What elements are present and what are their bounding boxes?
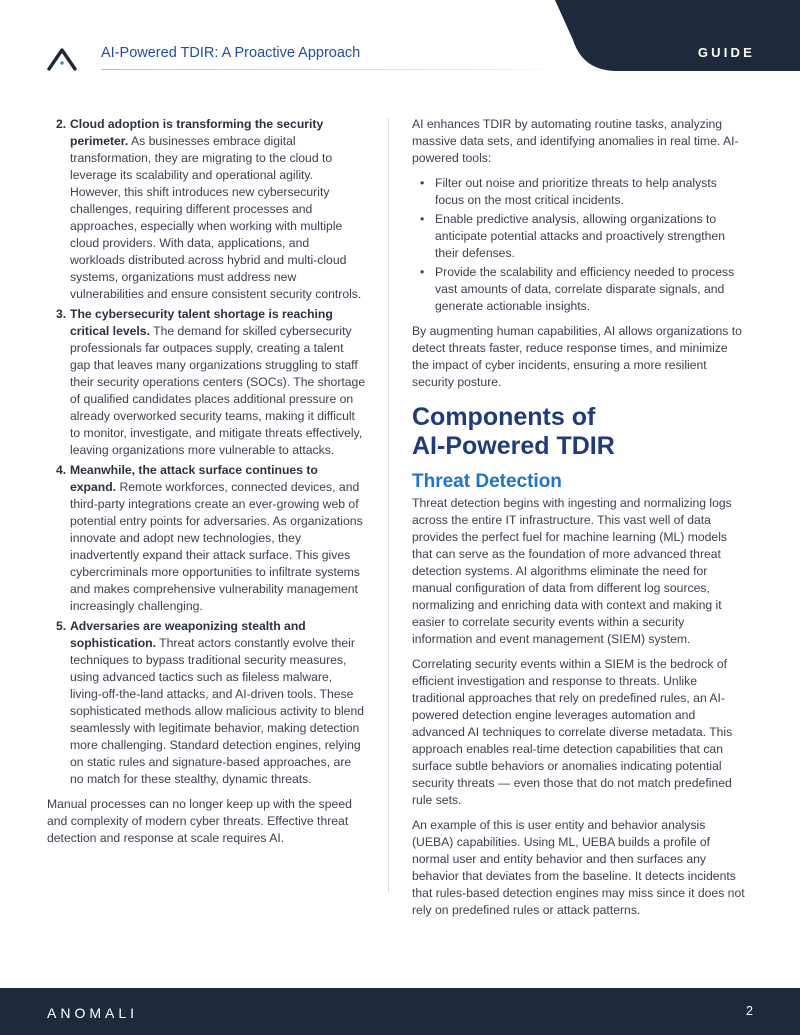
list-item [47,618,367,788]
list-item-text: Remote workforces, connected devices, and third-party integrations create an ever-growing web of potential entry points for adversaries. As organizations innovate and adopt new technologies, they inadvertently expand their attack surface. This gives cybercriminals more opportunities to infiltrate systems and makes comprehensive vulnerability management increasingly challenging. [70,480,363,613]
bullet-item: • Provide the scalability and efficiency needed to process vast amounts of data, correlate disparate signals, and generate actionable insights. [412,264,747,315]
footer-brand-logo: ANOMALI [47,1005,139,1021]
list-item [47,306,367,459]
guide-badge-shape [555,0,800,71]
intro-paragraph: AI enhances TDIR by automating routine tasks, analyzing massive data sets, and identifying anomalies in real time. AI-powered tools: [412,117,739,165]
list-item-lead: Cloud adoption is transforming the security perimeter. [70,117,324,148]
list-item-text: Threat actors constantly evolve their techniques to bypass traditional security measures, using advanced tactics such as fileless malware, living-off-the-land attacks, and AI-driven tools. These sophisticated methods allow malicious activity to blend seamlessly with legitimate behavior, making detection more challenging. Standard detection engines, relying on static rules and signature-based approaches, are no match for these stealthy, dynamic threats. [70,636,364,786]
section-heading-line2: AI-Powered TDIR [412,432,615,460]
closing-paragraph: Manual processes can no longer keep up with the speed and complexity of modern cyber threats. Effective threat detection and response at scale requires AI. [47,797,352,845]
section-heading [412,403,747,461]
column-divider [388,118,389,893]
list-item [47,116,367,303]
bullet-item: • Filter out noise and prioritize threats to help analysts focus on the most critical incidents. [412,175,747,209]
list-item-text: As businesses embrace digital transformation, they are migrating to the cloud to leverage its scalability and operational agility. However, this shift introduces new cybersecurity challenges, requiring different processes and approaches, especially when working with multiple cloud providers. With data, applications, and workloads distributed across hybrid and multi-cloud systems, organizations must address new vulnerabilities and ensure consistent security controls. [70,134,362,301]
left-column [47,116,367,847]
page-number: 2 [746,1004,753,1018]
list-number: 5. [56,619,67,633]
list-number: 4. [56,463,67,477]
right-column [412,116,747,919]
footer-bar [0,988,800,1035]
numbered-list [47,116,367,788]
detection-paragraph-3: An example of this is user entity and behavior analysis (UEBA) capabilities. Using ML, UEBA builds a profile of normal user and entity behavior and then surfaces any behavior that deviates from the baseline. It detects incidents that rules-based detection engines may miss since it does not rely on predefined rules or attack patterns. [412,818,745,917]
list-item [47,462,367,615]
section-heading-line1: Components of [412,403,596,431]
augment-paragraph: By augmenting human capabilities, AI allows organizations to detect threats faster, reduce response times, and minimize the impact of cyber incidents, ensuring a more resilient security posture. [412,324,742,389]
anomali-logo-icon [47,48,77,71]
detection-paragraph-1: Threat detection begins with ingesting and normalizing logs across the entire IT infrastructure. This vast well of data provides the perfect fuel for machine learning (ML) models that can serve as the foundation of more advanced threat detection systems. AI algorithms eliminate the need for manual configuration of data from different log sources, normalizing and enriching data with context and making it easier to correlate security events within a security information and event management (SIEM) system. [412,496,732,646]
list-number: 3. [56,307,67,321]
bullet-list [412,175,747,315]
list-item-text: The demand for skilled cybersecurity professionals far outpaces supply, creating a talent gap that leaves many organizations struggling to staff their security operations centers (SOCs). The shortage of qualified candidates places additional pressure on already overworked security teams, making it difficult to monitor, investigate, and mitigate threats effectively, leaving organizations more vulnerable to attacks. [70,324,366,457]
bullet-item: • Enable predictive analysis, allowing organizations to anticipate potential attacks and proactively strengthen their defenses. [412,211,747,262]
guide-badge-label: GUIDE [697,45,755,60]
header-title: AI-Powered TDIR: A Proactive Approach [101,45,361,61]
detection-paragraph-2: Correlating security events within a SIEM is the bedrock of efficient investigation and response to threats. Unlike traditional approaches that rely on predefined rules, an AI-powered detection engine leverages automation and advanced AI techniques to correlate diverse metadata. This approach enables real-time detection capabilities that can surface subtle behaviors or anomalies indicating potential security threats — even those that do not match predefined rule sets. [412,657,733,807]
header-rule [101,69,561,70]
list-item-lead: Meanwhile, the attack surface continues to expand. [70,463,318,494]
subsection-heading: Threat Detection [412,471,562,492]
list-item-lead: Adversaries are weaponizing stealth and sophistication. [70,619,306,650]
list-item-lead: The cybersecurity talent shortage is reaching critical levels. [70,307,333,338]
list-number: 2. [56,117,67,131]
